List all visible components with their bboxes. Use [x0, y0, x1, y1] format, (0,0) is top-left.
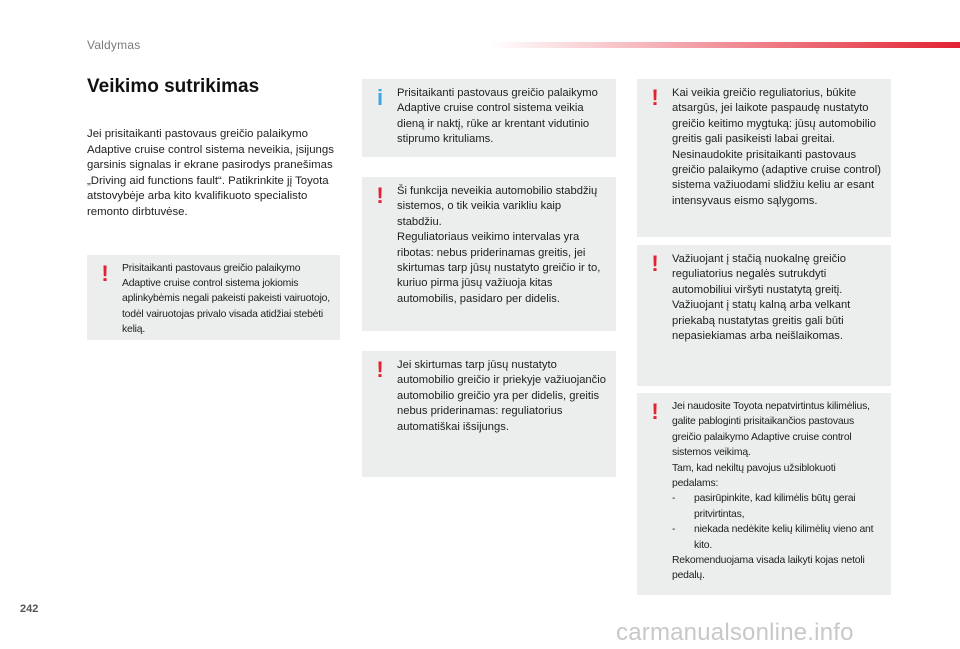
warning-paragraph: Tam, kad nekiltų pavojus užsiblokuoti pedalams: — [672, 462, 836, 490]
info-icon: i — [376, 85, 384, 110]
warning-paragraph: Ši funkcija neveikia automobilio stabdžių sistemos, o tik veikia varikliu kaip stabdžiu. — [397, 185, 598, 228]
page-number: 242 — [20, 603, 39, 615]
bullet-dash: - — [672, 493, 676, 505]
header-accent-bar — [490, 42, 960, 48]
bullet-item — [672, 522, 883, 553]
section-label: Valdymas — [87, 38, 141, 52]
warning-box-speed-difference — [362, 351, 616, 477]
warning-text: Prisitaikanti pastovaus greičio palaikymo Adaptive cruise control sistema jokiomis aplinkybėmis negali pakeisti pakeisti vairuotojo, todėl vairuotojas privalo visada atidžiai stebėti kelią. — [122, 263, 330, 335]
bullet-text: niekada nedėkite kelių kilimėlių vieno ant kito. — [694, 524, 874, 551]
warning-icon: ! — [651, 85, 659, 110]
warning-paragraph: Nesinaudokite prisitaikanti pastovaus greičio palaikymo (adaptive cruise control) sistema važiuodami slidžiu keliu ar esant intensyvaus eismo sąlygoms. — [672, 148, 881, 207]
page-title: Veikimo sutrikimas — [87, 76, 260, 97]
warning-paragraph: Reguliatoriaus veikimo intervalas yra ribotas: nebus priderinamas greitis, jei skirtumas tarp jūsų nustatyto greičio ir to, kuriuo pirma jūsų važiuoja kitas automobilis, pasidaro per didelis. — [397, 231, 601, 305]
bullet-dash: - — [672, 524, 676, 536]
info-box — [362, 79, 616, 157]
warning-paragraph: Važiuojant į stačią nuokalnę greičio reguliatorius negalės sutrukdyti automobiliui viršyti nustatytą greitį. — [672, 253, 846, 296]
watermark: carmanualsonline.info — [616, 619, 854, 646]
intro-paragraph: Jei prisitaikanti pastovaus greičio palaikymo Adaptive cruise control sistema neveikia, įsijungs garsinis signalas ir ekrane pasirodys pranešimas „Driving aid functions fault“. Patikrinkite jį Toyota atstovybėje arba kito kvalifikuoto specialisto remonto dirbtuvėse. — [87, 128, 334, 218]
warning-paragraph: Kai veikia greičio reguliatorius, būkite atsargūs, jei laikote paspaudę nustatyto greičio keitimo mygtuką: jūsų automobilio greitis gali pasikeisti labai greitai. — [672, 87, 876, 146]
warning-icon: ! — [101, 261, 109, 286]
warning-box-floor-mats — [637, 393, 891, 595]
warning-box-left — [87, 255, 340, 340]
warning-text — [672, 252, 883, 344]
warning-icon: ! — [376, 183, 384, 208]
warning-icon: ! — [651, 251, 659, 276]
bullet-text: pasirūpinkite, kad kilimėlis būtų gerai pritvirtintas, — [694, 493, 856, 520]
bullet-item — [672, 491, 883, 522]
warning-paragraph: Rekomenduojama visada laikyti kojas netoli pedalų. — [672, 555, 865, 582]
warning-text — [672, 86, 883, 209]
warning-paragraph: Važiuojant į statų kalną arba velkant priekabą nustatytas greitis gali būti nepasiekiamas arba neišlaikomas. — [672, 299, 851, 343]
warning-box-speed-button — [637, 79, 891, 237]
warning-box-slope — [637, 245, 891, 386]
warning-text — [397, 184, 608, 307]
warning-text — [672, 399, 883, 584]
warning-paragraph: Jei naudosite Toyota nepatvirtintus kilimėlius, galite pabloginti prisitaikančios pastovaus greičio palaikymo Adaptive cruise control sistemos veikimą. — [672, 401, 870, 459]
info-text: Prisitaikanti pastovaus greičio palaikymo Adaptive cruise control sistema veikia dieną ir naktį, rūke ar krentant vidutinio stiprumo krituliams. — [397, 87, 598, 146]
warning-box-engine-brake — [362, 177, 616, 331]
warning-icon: ! — [651, 399, 659, 424]
warning-text: Jei skirtumas tarp jūsų nustatyto automobilio greičio ir priekyje važiuojančio automobilio greičio yra per didelis, greitis nebus priderinamas: reguliatorius automatiškai išsijungs. — [397, 359, 606, 433]
warning-icon: ! — [376, 357, 384, 382]
